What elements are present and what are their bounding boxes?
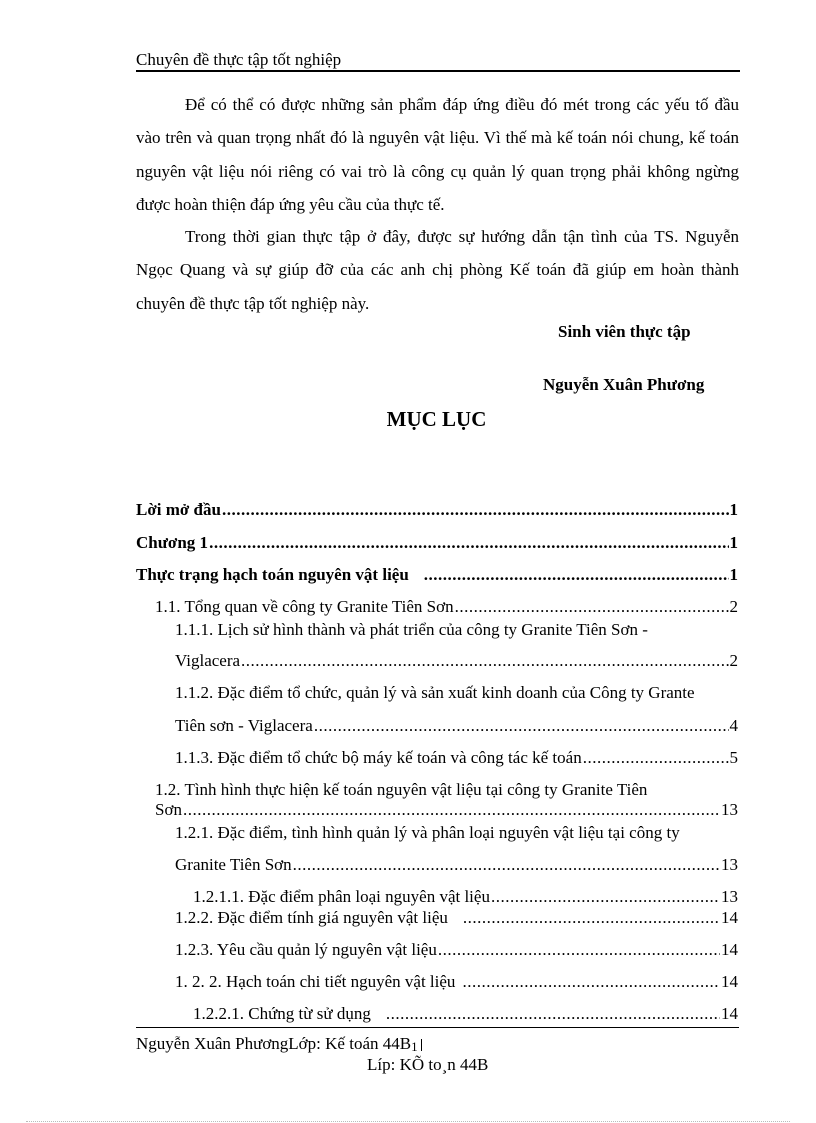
footer-rule [136,1027,739,1028]
toc-entry-text: 1.2.3. Yêu cầu quản lý nguyên vật liệu [175,940,437,959]
toc-entry-text[interactable]: 1.1.2. Đặc điểm tổ chức, quản lý và sản xuất kinh doanh của Công ty Grante [175,683,695,702]
toc-entry-page: 5 [729,748,738,767]
toc-entry-text: 1. 2. 2. Hạch toán chi tiết nguyên vật liệu [175,972,456,991]
toc-entry[interactable] [155,597,738,617]
intro-paragraph-1-text: Để có thể có được những sản phẩm đáp ứng điều đó mét trong các yếu tố đầu vào trên và quan trọng nhất đó là nguyên vật liệu. Vì thế mà kế toán nói chung, kế toán nguyên vật liệu nói riêng có vai trò là công cụ quản lý quan trọng phải không ngừng được hoàn thiện đáp ứng yêu cầu của thực tế. [136,95,739,214]
toc-entry[interactable] [136,533,738,553]
toc-leader [183,800,720,820]
toc-leader [293,855,720,875]
toc-leader [455,597,729,617]
intro-paragraph-2-text: Trong thời gian thực tập ở đây, được sự hướng dẫn tận tình của TS. Nguyễn Ngọc Quang và sự giúp đỡ của các anh chị phòng Kế toán đã giúp em hoàn thành chuyên đề thực tập tốt nghiệp này. [136,227,739,313]
toc-leader [241,651,728,671]
toc-entry[interactable] [175,716,738,736]
toc-entry-text-cont: Sơn [155,800,182,819]
toc-entry-text[interactable]: 1.1.1. Lịch sử hình thành và phát triển của công ty Granite Tiên Sơn - [175,620,648,639]
toc-entry[interactable] [136,565,738,585]
footer-line-1 [136,1034,422,1054]
footer-author-class: Nguyễn Xuân PhươngLớp: Kế toán 44B [136,1034,412,1053]
toc-entry-page: 14 [721,1004,738,1023]
signature-label: Sinh viên thực tập [558,322,691,341]
toc-entry[interactable] [193,887,738,907]
toc-entry[interactable] [175,855,738,875]
toc-entry-text-cont: Tiên sơn - Viglacera [175,716,313,735]
toc-leader [583,748,729,768]
toc-entry-page: 2 [729,651,738,670]
toc-entry-page: 13 [721,855,738,874]
toc-entry-text: 1.1. Tổng quan về công ty Granite Tiên Sơn [155,597,454,616]
footer-page-bar [421,1039,422,1051]
toc-entry-text: 1.2.2.1. Chứng từ sử dụng [193,1004,371,1023]
toc-entry-text: Chương 1 [136,533,209,552]
signature-name: Nguyễn Xuân Phương [543,375,705,394]
page-header-title: Chuyên đề thực tập tốt nghiệp [136,50,342,69]
toc-entry-text-cont: Viglacera [175,651,241,670]
toc-entry-page: 4 [729,716,738,735]
toc-entry-page: 14 [721,908,738,927]
toc-leader [424,565,729,585]
toc-leader [462,972,720,992]
toc-entry-page: 1 [729,565,738,584]
toc-entry-text: Lời mở đầu [136,500,221,519]
footer-page-number: 1 [411,1039,418,1054]
toc-entry[interactable] [175,651,738,671]
toc-entry-page: 1 [729,533,738,552]
toc-entry-page: 14 [721,940,738,959]
toc-entry-page: 1 [729,500,738,519]
toc-title: MỤC LỤC [386,407,487,431]
toc-leader [209,533,728,553]
intro-paragraph-1 [136,88,739,221]
toc-entry[interactable] [175,972,738,992]
toc-entry[interactable] [136,500,738,520]
toc-entry-text: 1.1.3. Đặc điểm tổ chức bộ máy kế toán và công tác kế toán [175,748,582,767]
toc-entry-page: 13 [721,800,738,819]
header-rule [136,70,740,72]
toc-entry-page: 2 [729,597,738,616]
toc-entry-text: Thực trạng hạch toán nguyên vật liệu [136,565,409,584]
intro-paragraph-2 [136,220,739,320]
toc-entry-text[interactable]: 1.2. Tình hình thực hiện kế toán nguyên vật liệu tại công ty Granite Tiên [155,780,648,799]
toc-leader [222,500,729,520]
toc-leader [386,1004,720,1024]
toc-entry-text-cont: Granite Tiên Sơn [175,855,292,874]
toc-leader [491,887,720,907]
toc-entry[interactable] [175,940,738,960]
toc-entry-text: 1.2.1.1. Đặc điểm phân loại nguyên vật liệu [193,887,490,906]
toc-entry-text[interactable]: 1.2.1. Đặc điểm, tình hình quản lý và phân loại nguyên vật liệu tại công ty [175,823,680,842]
toc-leader [463,908,720,928]
toc-entry[interactable] [155,800,738,820]
toc-entry-page: 14 [721,972,738,991]
page-bottom-border [26,1121,790,1122]
toc-entry[interactable] [175,748,738,768]
footer-line-2: Líp: KÕ to¸n 44B [367,1055,489,1074]
toc-entry[interactable] [175,908,738,928]
toc-entry-text: 1.2.2. Đặc điểm tính giá nguyên vật liệu [175,908,448,927]
toc-leader [314,716,729,736]
toc-entry[interactable] [193,1004,738,1024]
toc-leader [438,940,720,960]
toc-entry-page: 13 [721,887,738,906]
